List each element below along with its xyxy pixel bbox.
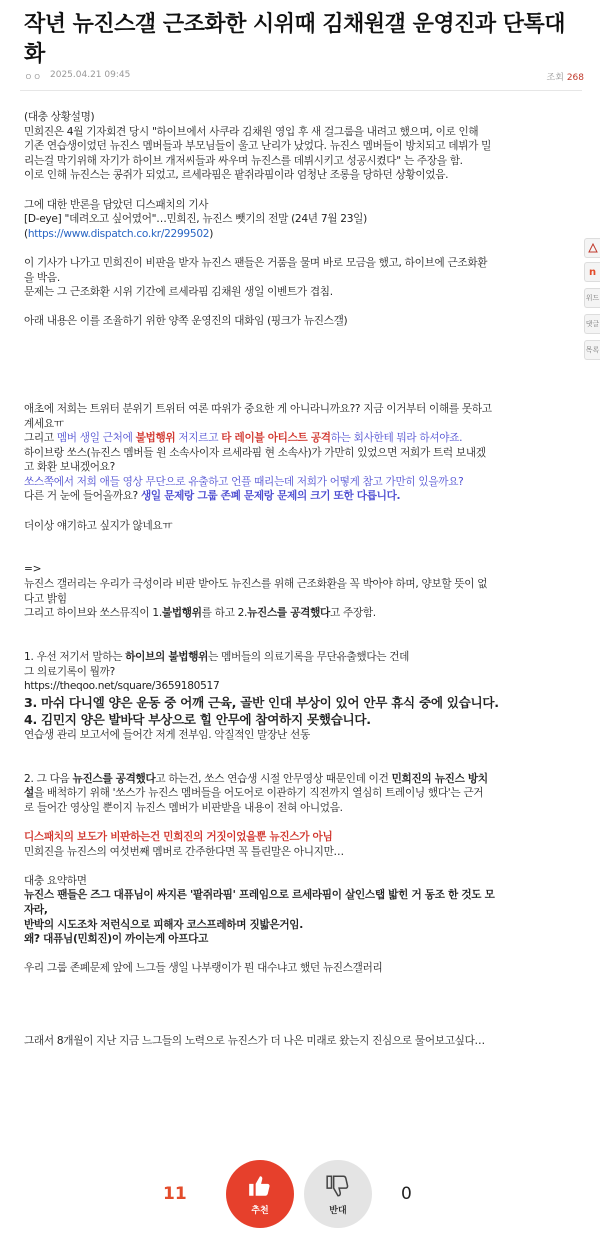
body-line: 문제는 그 근조화환 시위 기간에 르세라핌 김채원 생일 이벤트가 겹침. [24,286,333,299]
text: 그리고 [24,432,57,445]
body-line: 우리 그룹 존폐문제 앞에 느그들 생일 나부랭이가 뭔 대수냐고 했던 뉴진스갤러리 [24,962,383,975]
body-line: 디스패치의 보도가 비판하는건 민희진의 거짓이었을뿐 뉴진스가 아님 [24,830,333,843]
post-title: 작년 뉴진스갤 근조화한 시위때 김채원갤 운영진과 단톡대화 [24,12,566,67]
paren: ( [24,227,28,240]
text: 1. 우선 저기서 말하는 [24,651,126,663]
text: 을 배척하기 위해 '쏘스가 뉴진스 멤버들을 어도어로 이관하기 직전까지 열심히 트레이닝 했다'는 근거 [33,787,484,800]
body-line: 리는걸 막기위해 자기가 하이브 개저씨들과 싸우며 뉴진스를 데뷔시키고 성공시켰다" 는 주장을 함. [24,154,463,167]
text: 다른 거 눈에 들어올까요? [24,490,141,503]
body-line: 4. 김민지 양은 발바닥 부상으로 힐 안무에 참여하지 못했습니다. [24,711,371,727]
post-date: 2025.04.21 09:45 [50,70,131,80]
text: 2. 그 다음 [24,772,73,785]
text: 생일 문제랑 그룹 존폐 문제랑 문제의 크기 또한 다릅니다. [140,490,401,503]
body-line: 로 들어간 영상일 뿐이지 뉴진스 멤버가 비판받을 내용이 전혀 아니었음. [24,801,343,814]
dispatch-article-link[interactable]: https://www.dispatch.co.kr/2299502 [27,227,210,240]
theqoo-link[interactable]: https://theqoo.net/square/3659180517 [24,680,220,693]
body-line: 그에 대한 반론을 담았던 디스패치의 기사 [24,198,209,211]
chat-line: 계세요ㅠ [24,417,64,430]
text: 설 [24,787,34,800]
chat-line: 고 화환 보내겠어요? [24,461,115,474]
side-button-icon[interactable] [584,238,600,258]
author-name[interactable]: ㅇㅇ [24,73,42,83]
text: 타 레이블 아티스트 공격 [221,432,331,445]
text: 저지르고 [175,432,222,445]
body-line: 뉴진스 갤러리는 우리가 극성이라 비판 받아도 뉴진스를 위해 근조화환을 꼭 박아야 하며, 양보할 뜻이 없 [24,578,488,591]
body-line: 왜? 대퓨님(민희진)이 까이는게 아프다고 [24,933,209,946]
chat-line [24,431,580,446]
body-line [24,772,580,787]
body-line: 그래서 8개월이 지난 지금 느그들의 노력으로 뉴진스가 더 나은 미래로 왔는지 진심으로 물어보고싶다… [24,1035,485,1048]
body-line: 기존 연습생이었던 뉴진스 멤버들과 부모님들이 울고 난리가 났었다. 뉴진스 멤버들이 방치되고 데뷔가 밀 [24,140,492,153]
text: 멤버 생일 근처에 [56,432,136,445]
post-meta [24,70,584,84]
text: 그리고 하이브와 쏘스뮤직이 1. [24,607,162,620]
header-divider [20,90,582,91]
body-line: => [24,563,42,576]
body-line: 아래 내용은 이를 조율하기 위한 양쪽 운영진의 대화임 (핑크가 뉴진스갤) [24,315,348,328]
body-line: 민희진은 4월 기자회견 당시 "하이브에서 사쿠라 김채원 영입 후 새 걸그룹을 내려고 했으며, 이로 인해 [24,125,479,138]
body-line: 대충 요약하면 [24,874,87,887]
body-line: 3. 마쉬 다니엘 양은 운동 중 어깨 근육, 골반 인대 부상이 있어 안무 휴식 중에 있습니다. [24,694,499,710]
post-body [24,110,580,1049]
text: 는 멤버들의 의료기록을 무단유출했다는 건데 [208,651,410,663]
body-line: 자라, [24,903,48,916]
thumbs-down-icon [325,1173,351,1199]
downvote-count: 0 [401,1184,412,1204]
body-line: 반박의 시도조차 저런식으로 피해자 코스프레하며 짓밟은거임. [24,918,303,931]
body-line: 이 기사가 나가고 민희진이 비판을 받자 뉴진스 팬들은 거품을 물며 바로 모금을 했고, 하이브에 근조화환 [24,256,488,269]
body-line [24,606,580,621]
text: 하이브의 불법행위 [125,651,209,663]
text: 민희진의 뉴진스 방치 [391,772,488,785]
expand-icon [588,243,598,253]
chat-line: 하이브랑 쏘스(뉴진스 멤버들 원 소속사이자 르세라핌 현 소속사)가 가만히 있었으면 저희가 트럭 보내겠 [24,446,486,459]
text: 불법행위 [135,432,176,445]
text: 고 하는건, 쏘스 연습생 시절 안무영상 때문인데 이건 [155,772,392,785]
vote-area [0,1160,600,1232]
body-line: [D-eye] "데려오고 싶어였어"…민희진, 뉴진스 뺏기의 전말 (24년 7월 23일) [24,213,367,226]
thumbs-up-icon [247,1173,273,1199]
upvote-label: 추천 [251,1205,269,1216]
text: 뉴진스를 공격했다 [247,607,330,620]
views-label: 조회 [546,73,564,83]
body-line: 뉴진스 팬들은 즈그 대퓨님이 싸지른 '팥쥐라핌' 프레임으로 르세라핌이 살인스탭 밟힌 거 동조 한 것도 모 [24,889,495,902]
body-line: 그 의료기록이 뭘까? [24,665,115,678]
downvote-button[interactable] [304,1160,372,1228]
side-button-with[interactable]: 위드 [584,288,600,308]
body-line [24,227,580,242]
side-button-list[interactable]: 목록 [584,340,600,360]
body-line: 다고 밝힘 [24,592,67,605]
views-number: 268 [566,73,584,83]
text: 하는 회사한테 뭐라 하셔야죠. [330,432,463,445]
body-line: 민희진을 뉴진스의 여섯번째 멤버로 간주한다면 꼭 틀린말은 아니지만… [24,845,344,858]
body-line: 을 박음. [24,271,60,284]
body-line [24,650,580,665]
text: 를 하고 2. [201,607,248,620]
body-line [24,786,580,801]
paren: ) [209,227,214,240]
chat-line: 더이상 얘기하고 싶지가 않네요ㅠ [24,519,173,532]
text: 뉴진스를 공격했다 [72,772,156,785]
side-button-n[interactable]: n [584,262,600,282]
view-count [547,70,584,83]
body-line: 연습생 관리 보고서에 들어간 저게 전부임. 악질적인 말장난 선동 [24,728,310,741]
side-button-comments[interactable]: 댓글 [584,314,600,334]
body-line: 이로 인해 뉴진스는 콩쥐가 되었고, 르세라핌은 팥쥐라핌이라 엄청난 조롱을 당하던 상황이었음. [24,169,449,182]
chat-line: 애초에 저희는 트위터 분위기 트위터 여론 따위가 중요한 게 아니라니까요?? 지금 이거부터 이해를 못하고 [24,402,492,415]
downvote-label: 반대 [329,1205,347,1216]
upvote-count: 11 [163,1184,187,1204]
chat-line [24,489,580,504]
text: 불법행위 [161,607,202,620]
chat-line: 쏘스쪽에서 저희 애들 영상 무단으로 유출하고 언플 때리는데 저희가 어떻게 참고 가만히 있을까요? [24,475,464,488]
upvote-button[interactable] [226,1160,294,1228]
body-line: (대충 상황설명) [24,111,95,123]
text: 고 주장함. [329,607,376,620]
